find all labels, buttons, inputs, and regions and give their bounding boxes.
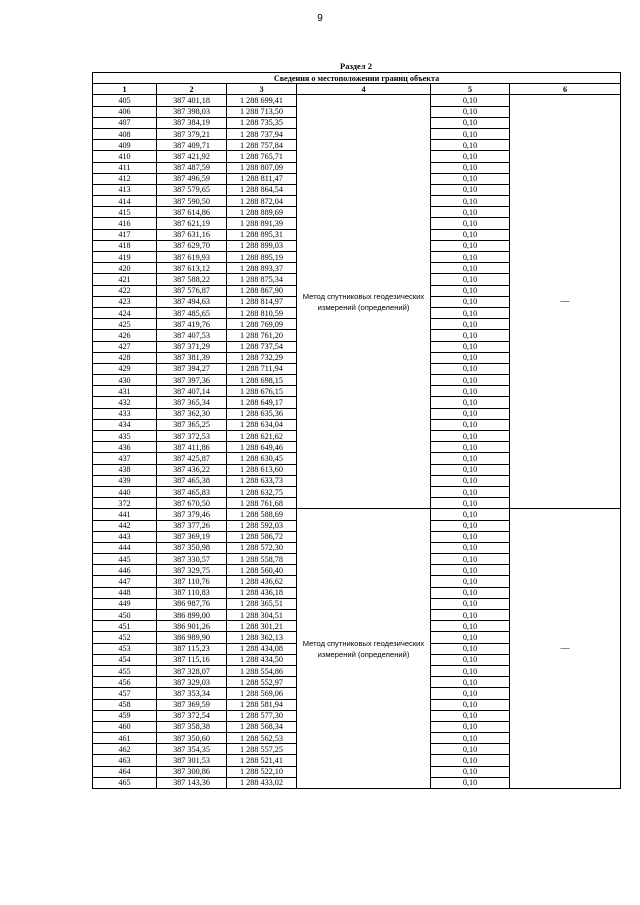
point-number-cell: 415 <box>93 207 157 218</box>
accuracy-cell: 0,10 <box>431 509 510 520</box>
point-number-cell: 408 <box>93 128 157 139</box>
y-coordinate-cell: 1 288 552,97 <box>227 677 297 688</box>
y-coordinate-cell: 1 288 769,09 <box>227 319 297 330</box>
accuracy-cell: 0,10 <box>431 106 510 117</box>
point-number-cell: 455 <box>93 665 157 676</box>
y-coordinate-cell: 1 288 621,62 <box>227 431 297 442</box>
y-coordinate-cell: 1 288 521,41 <box>227 755 297 766</box>
y-coordinate-cell: 1 288 592,03 <box>227 520 297 531</box>
point-number-cell: 419 <box>93 252 157 263</box>
x-coordinate-cell: 386 901,26 <box>157 621 227 632</box>
y-coordinate-cell: 1 288 713,50 <box>227 106 297 117</box>
accuracy-cell: 0,10 <box>431 307 510 318</box>
point-number-cell: 453 <box>93 643 157 654</box>
x-coordinate-cell: 387 301,53 <box>157 755 227 766</box>
y-coordinate-cell: 1 288 365,51 <box>227 598 297 609</box>
point-number-cell: 457 <box>93 688 157 699</box>
x-coordinate-cell: 387 381,39 <box>157 352 227 363</box>
x-coordinate-cell: 387 436,22 <box>157 464 227 475</box>
y-coordinate-cell: 1 288 634,04 <box>227 419 297 430</box>
table-title: Сведения о местоположении границ объекта <box>93 73 621 84</box>
accuracy-cell: 0,10 <box>431 755 510 766</box>
point-number-cell: 437 <box>93 453 157 464</box>
point-number-cell: 428 <box>93 352 157 363</box>
accuracy-cell: 0,10 <box>431 95 510 106</box>
table-body <box>93 95 621 789</box>
accuracy-cell: 0,10 <box>431 610 510 621</box>
method-cell: Метод спутниковых геодезических измерений (определений) <box>297 509 431 789</box>
y-coordinate-cell: 1 288 569,06 <box>227 688 297 699</box>
point-number-cell: 423 <box>93 296 157 307</box>
x-coordinate-cell: 387 353,34 <box>157 688 227 699</box>
y-coordinate-cell: 1 288 757,84 <box>227 140 297 151</box>
y-coordinate-cell: 1 288 434,50 <box>227 654 297 665</box>
accuracy-cell: 0,10 <box>431 173 510 184</box>
x-coordinate-cell: 387 115,16 <box>157 654 227 665</box>
x-coordinate-cell: 387 329,03 <box>157 677 227 688</box>
column-header: 3 <box>227 84 297 95</box>
x-coordinate-cell: 387 330,57 <box>157 554 227 565</box>
point-number-cell: 372 <box>93 498 157 509</box>
section-title: Раздел 2 <box>340 61 372 71</box>
accuracy-cell: 0,10 <box>431 710 510 721</box>
accuracy-cell: 0,10 <box>431 431 510 442</box>
y-coordinate-cell: 1 288 649,17 <box>227 397 297 408</box>
x-coordinate-cell: 387 465,83 <box>157 486 227 497</box>
x-coordinate-cell: 387 631,16 <box>157 229 227 240</box>
point-number-cell: 440 <box>93 486 157 497</box>
y-coordinate-cell: 1 288 581,94 <box>227 699 297 710</box>
point-number-cell: 424 <box>93 307 157 318</box>
x-coordinate-cell: 387 379,46 <box>157 509 227 520</box>
point-number-cell: 456 <box>93 677 157 688</box>
x-coordinate-cell: 387 384,19 <box>157 117 227 128</box>
y-coordinate-cell: 1 288 436,62 <box>227 576 297 587</box>
accuracy-cell: 0,10 <box>431 498 510 509</box>
accuracy-cell: 0,10 <box>431 218 510 229</box>
x-coordinate-cell: 387 465,38 <box>157 475 227 486</box>
column-header: 1 <box>93 84 157 95</box>
accuracy-cell: 0,10 <box>431 554 510 565</box>
accuracy-cell: 0,10 <box>431 140 510 151</box>
point-number-cell: 407 <box>93 117 157 128</box>
accuracy-cell: 0,10 <box>431 721 510 732</box>
accuracy-cell: 0,10 <box>431 632 510 643</box>
y-coordinate-cell: 1 288 301,21 <box>227 621 297 632</box>
y-coordinate-cell: 1 288 875,34 <box>227 274 297 285</box>
y-coordinate-cell: 1 288 613,60 <box>227 464 297 475</box>
accuracy-cell: 0,10 <box>431 397 510 408</box>
y-coordinate-cell: 1 288 568,34 <box>227 721 297 732</box>
point-number-cell: 452 <box>93 632 157 643</box>
x-coordinate-cell: 387 494,63 <box>157 296 227 307</box>
y-coordinate-cell: 1 288 560,40 <box>227 565 297 576</box>
column-header: 5 <box>431 84 510 95</box>
accuracy-cell: 0,10 <box>431 375 510 386</box>
y-coordinate-cell: 1 288 362,13 <box>227 632 297 643</box>
point-number-cell: 459 <box>93 710 157 721</box>
point-number-cell: 464 <box>93 766 157 777</box>
x-coordinate-cell: 387 369,19 <box>157 531 227 542</box>
accuracy-cell: 0,10 <box>431 330 510 341</box>
x-coordinate-cell: 387 419,76 <box>157 319 227 330</box>
x-coordinate-cell: 387 372,53 <box>157 431 227 442</box>
accuracy-cell: 0,10 <box>431 408 510 419</box>
point-number-cell: 413 <box>93 184 157 195</box>
boundary-table <box>92 72 621 789</box>
x-coordinate-cell: 387 350,60 <box>157 733 227 744</box>
point-number-cell: 451 <box>93 621 157 632</box>
accuracy-cell: 0,10 <box>431 207 510 218</box>
x-coordinate-cell: 387 485,65 <box>157 307 227 318</box>
accuracy-cell: 0,10 <box>431 643 510 654</box>
y-coordinate-cell: 1 288 737,94 <box>227 128 297 139</box>
table-row <box>93 95 621 106</box>
description-cell: — <box>510 509 621 789</box>
y-coordinate-cell: 1 288 737,54 <box>227 341 297 352</box>
column-header: 6 <box>510 84 621 95</box>
column-header-row <box>93 84 621 95</box>
y-coordinate-cell: 1 288 711,94 <box>227 363 297 374</box>
y-coordinate-cell: 1 288 676,15 <box>227 386 297 397</box>
y-coordinate-cell: 1 288 699,41 <box>227 95 297 106</box>
accuracy-cell: 0,10 <box>431 162 510 173</box>
point-number-cell: 429 <box>93 363 157 374</box>
y-coordinate-cell: 1 288 588,69 <box>227 509 297 520</box>
x-coordinate-cell: 387 115,23 <box>157 643 227 654</box>
point-number-cell: 463 <box>93 755 157 766</box>
accuracy-cell: 0,10 <box>431 475 510 486</box>
x-coordinate-cell: 387 407,53 <box>157 330 227 341</box>
x-coordinate-cell: 387 300,86 <box>157 766 227 777</box>
x-coordinate-cell: 387 670,50 <box>157 498 227 509</box>
x-coordinate-cell: 387 407,14 <box>157 386 227 397</box>
x-coordinate-cell: 387 614,86 <box>157 207 227 218</box>
point-number-cell: 421 <box>93 274 157 285</box>
point-number-cell: 410 <box>93 151 157 162</box>
x-coordinate-cell: 386 987,76 <box>157 598 227 609</box>
accuracy-cell: 0,10 <box>431 677 510 688</box>
accuracy-cell: 0,10 <box>431 252 510 263</box>
y-coordinate-cell: 1 288 562,53 <box>227 733 297 744</box>
accuracy-cell: 0,10 <box>431 240 510 251</box>
point-number-cell: 436 <box>93 442 157 453</box>
point-number-cell: 417 <box>93 229 157 240</box>
accuracy-cell: 0,10 <box>431 542 510 553</box>
x-coordinate-cell: 387 579,65 <box>157 184 227 195</box>
x-coordinate-cell: 387 411,86 <box>157 442 227 453</box>
point-number-cell: 406 <box>93 106 157 117</box>
x-coordinate-cell: 387 328,07 <box>157 665 227 676</box>
y-coordinate-cell: 1 288 633,73 <box>227 475 297 486</box>
y-coordinate-cell: 1 288 761,20 <box>227 330 297 341</box>
y-coordinate-cell: 1 288 304,51 <box>227 610 297 621</box>
y-coordinate-cell: 1 288 765,71 <box>227 151 297 162</box>
point-number-cell: 445 <box>93 554 157 565</box>
y-coordinate-cell: 1 288 872,04 <box>227 196 297 207</box>
x-coordinate-cell: 387 350,98 <box>157 542 227 553</box>
accuracy-cell: 0,10 <box>431 766 510 777</box>
x-coordinate-cell: 387 619,93 <box>157 252 227 263</box>
accuracy-cell: 0,10 <box>431 352 510 363</box>
y-coordinate-cell: 1 288 732,29 <box>227 352 297 363</box>
point-number-cell: 418 <box>93 240 157 251</box>
x-coordinate-cell: 387 621,19 <box>157 218 227 229</box>
accuracy-cell: 0,10 <box>431 128 510 139</box>
accuracy-cell: 0,10 <box>431 263 510 274</box>
y-coordinate-cell: 1 288 572,30 <box>227 542 297 553</box>
point-number-cell: 409 <box>93 140 157 151</box>
point-number-cell: 447 <box>93 576 157 587</box>
accuracy-cell: 0,10 <box>431 229 510 240</box>
point-number-cell: 430 <box>93 375 157 386</box>
x-coordinate-cell: 386 899,00 <box>157 610 227 621</box>
y-coordinate-cell: 1 288 577,30 <box>227 710 297 721</box>
point-number-cell: 422 <box>93 285 157 296</box>
y-coordinate-cell: 1 288 893,37 <box>227 263 297 274</box>
accuracy-cell: 0,10 <box>431 442 510 453</box>
x-coordinate-cell: 387 365,25 <box>157 419 227 430</box>
y-coordinate-cell: 1 288 649,46 <box>227 442 297 453</box>
point-number-cell: 432 <box>93 397 157 408</box>
y-coordinate-cell: 1 288 807,09 <box>227 162 297 173</box>
accuracy-cell: 0,10 <box>431 744 510 755</box>
accuracy-cell: 0,10 <box>431 184 510 195</box>
point-number-cell: 462 <box>93 744 157 755</box>
accuracy-cell: 0,10 <box>431 117 510 128</box>
point-number-cell: 448 <box>93 587 157 598</box>
x-coordinate-cell: 387 496,59 <box>157 173 227 184</box>
y-coordinate-cell: 1 288 810,59 <box>227 307 297 318</box>
column-header: 2 <box>157 84 227 95</box>
x-coordinate-cell: 387 110,76 <box>157 576 227 587</box>
y-coordinate-cell: 1 288 735,35 <box>227 117 297 128</box>
point-number-cell: 461 <box>93 733 157 744</box>
accuracy-cell: 0,10 <box>431 453 510 464</box>
point-number-cell: 441 <box>93 509 157 520</box>
x-coordinate-cell: 387 358,38 <box>157 721 227 732</box>
accuracy-cell: 0,10 <box>431 665 510 676</box>
accuracy-cell: 0,10 <box>431 296 510 307</box>
accuracy-cell: 0,10 <box>431 285 510 296</box>
accuracy-cell: 0,10 <box>431 319 510 330</box>
x-coordinate-cell: 387 629,70 <box>157 240 227 251</box>
x-coordinate-cell: 387 365,34 <box>157 397 227 408</box>
point-number-cell: 444 <box>93 542 157 553</box>
point-number-cell: 443 <box>93 531 157 542</box>
x-coordinate-cell: 387 590,50 <box>157 196 227 207</box>
accuracy-cell: 0,10 <box>431 486 510 497</box>
accuracy-cell: 0,10 <box>431 565 510 576</box>
y-coordinate-cell: 1 288 867,90 <box>227 285 297 296</box>
y-coordinate-cell: 1 288 635,36 <box>227 408 297 419</box>
point-number-cell: 450 <box>93 610 157 621</box>
point-number-cell: 434 <box>93 419 157 430</box>
y-coordinate-cell: 1 288 557,25 <box>227 744 297 755</box>
accuracy-cell: 0,10 <box>431 196 510 207</box>
point-number-cell: 458 <box>93 699 157 710</box>
accuracy-cell: 0,10 <box>431 688 510 699</box>
x-coordinate-cell: 387 354,35 <box>157 744 227 755</box>
accuracy-cell: 0,10 <box>431 341 510 352</box>
accuracy-cell: 0,10 <box>431 363 510 374</box>
x-coordinate-cell: 387 110,83 <box>157 587 227 598</box>
x-coordinate-cell: 387 398,03 <box>157 106 227 117</box>
x-coordinate-cell: 386 989,90 <box>157 632 227 643</box>
point-number-cell: 442 <box>93 520 157 531</box>
y-coordinate-cell: 1 288 522,10 <box>227 766 297 777</box>
y-coordinate-cell: 1 288 891,39 <box>227 218 297 229</box>
accuracy-cell: 0,10 <box>431 733 510 744</box>
point-number-cell: 438 <box>93 464 157 475</box>
x-coordinate-cell: 387 409,71 <box>157 140 227 151</box>
accuracy-cell: 0,10 <box>431 464 510 475</box>
description-cell: — <box>510 95 621 509</box>
point-number-cell: 465 <box>93 777 157 788</box>
accuracy-cell: 0,10 <box>431 520 510 531</box>
y-coordinate-cell: 1 288 895,19 <box>227 252 297 263</box>
point-number-cell: 427 <box>93 341 157 352</box>
x-coordinate-cell: 387 377,26 <box>157 520 227 531</box>
x-coordinate-cell: 387 588,22 <box>157 274 227 285</box>
accuracy-cell: 0,10 <box>431 386 510 397</box>
y-coordinate-cell: 1 288 761,68 <box>227 498 297 509</box>
y-coordinate-cell: 1 288 899,03 <box>227 240 297 251</box>
x-coordinate-cell: 387 394,27 <box>157 363 227 374</box>
point-number-cell: 416 <box>93 218 157 229</box>
x-coordinate-cell: 387 362,30 <box>157 408 227 419</box>
page-number: 9 <box>317 13 323 24</box>
x-coordinate-cell: 387 576,87 <box>157 285 227 296</box>
point-number-cell: 420 <box>93 263 157 274</box>
accuracy-cell: 0,10 <box>431 531 510 542</box>
x-coordinate-cell: 387 421,92 <box>157 151 227 162</box>
x-coordinate-cell: 387 372,54 <box>157 710 227 721</box>
y-coordinate-cell: 1 288 698,15 <box>227 375 297 386</box>
y-coordinate-cell: 1 288 433,02 <box>227 777 297 788</box>
x-coordinate-cell: 387 401,18 <box>157 95 227 106</box>
y-coordinate-cell: 1 288 630,45 <box>227 453 297 464</box>
accuracy-cell: 0,10 <box>431 151 510 162</box>
accuracy-cell: 0,10 <box>431 274 510 285</box>
y-coordinate-cell: 1 288 864,54 <box>227 184 297 195</box>
y-coordinate-cell: 1 288 889,69 <box>227 207 297 218</box>
accuracy-cell: 0,10 <box>431 621 510 632</box>
accuracy-cell: 0,10 <box>431 576 510 587</box>
point-number-cell: 411 <box>93 162 157 173</box>
point-number-cell: 449 <box>93 598 157 609</box>
x-coordinate-cell: 387 379,21 <box>157 128 227 139</box>
point-number-cell: 405 <box>93 95 157 106</box>
x-coordinate-cell: 387 369,59 <box>157 699 227 710</box>
point-number-cell: 446 <box>93 565 157 576</box>
x-coordinate-cell: 387 487,59 <box>157 162 227 173</box>
column-header: 4 <box>297 84 431 95</box>
y-coordinate-cell: 1 288 558,78 <box>227 554 297 565</box>
x-coordinate-cell: 387 613,12 <box>157 263 227 274</box>
y-coordinate-cell: 1 288 814,97 <box>227 296 297 307</box>
point-number-cell: 431 <box>93 386 157 397</box>
x-coordinate-cell: 387 425,87 <box>157 453 227 464</box>
accuracy-cell: 0,10 <box>431 598 510 609</box>
y-coordinate-cell: 1 288 554,86 <box>227 665 297 676</box>
accuracy-cell: 0,10 <box>431 654 510 665</box>
y-coordinate-cell: 1 288 436,18 <box>227 587 297 598</box>
x-coordinate-cell: 387 143,36 <box>157 777 227 788</box>
point-number-cell: 435 <box>93 431 157 442</box>
x-coordinate-cell: 387 397,36 <box>157 375 227 386</box>
y-coordinate-cell: 1 288 434,08 <box>227 643 297 654</box>
point-number-cell: 454 <box>93 654 157 665</box>
point-number-cell: 414 <box>93 196 157 207</box>
y-coordinate-cell: 1 288 586,72 <box>227 531 297 542</box>
y-coordinate-cell: 1 288 811,47 <box>227 173 297 184</box>
y-coordinate-cell: 1 288 632,75 <box>227 486 297 497</box>
x-coordinate-cell: 387 371,29 <box>157 341 227 352</box>
point-number-cell: 439 <box>93 475 157 486</box>
table-row <box>93 509 621 520</box>
accuracy-cell: 0,10 <box>431 699 510 710</box>
method-cell: Метод спутниковых геодезических измерений (определений) <box>297 95 431 509</box>
accuracy-cell: 0,10 <box>431 587 510 598</box>
point-number-cell: 412 <box>93 173 157 184</box>
point-number-cell: 426 <box>93 330 157 341</box>
point-number-cell: 433 <box>93 408 157 419</box>
accuracy-cell: 0,10 <box>431 419 510 430</box>
accuracy-cell: 0,10 <box>431 777 510 788</box>
x-coordinate-cell: 387 329,75 <box>157 565 227 576</box>
y-coordinate-cell: 1 288 895,31 <box>227 229 297 240</box>
point-number-cell: 425 <box>93 319 157 330</box>
point-number-cell: 460 <box>93 721 157 732</box>
